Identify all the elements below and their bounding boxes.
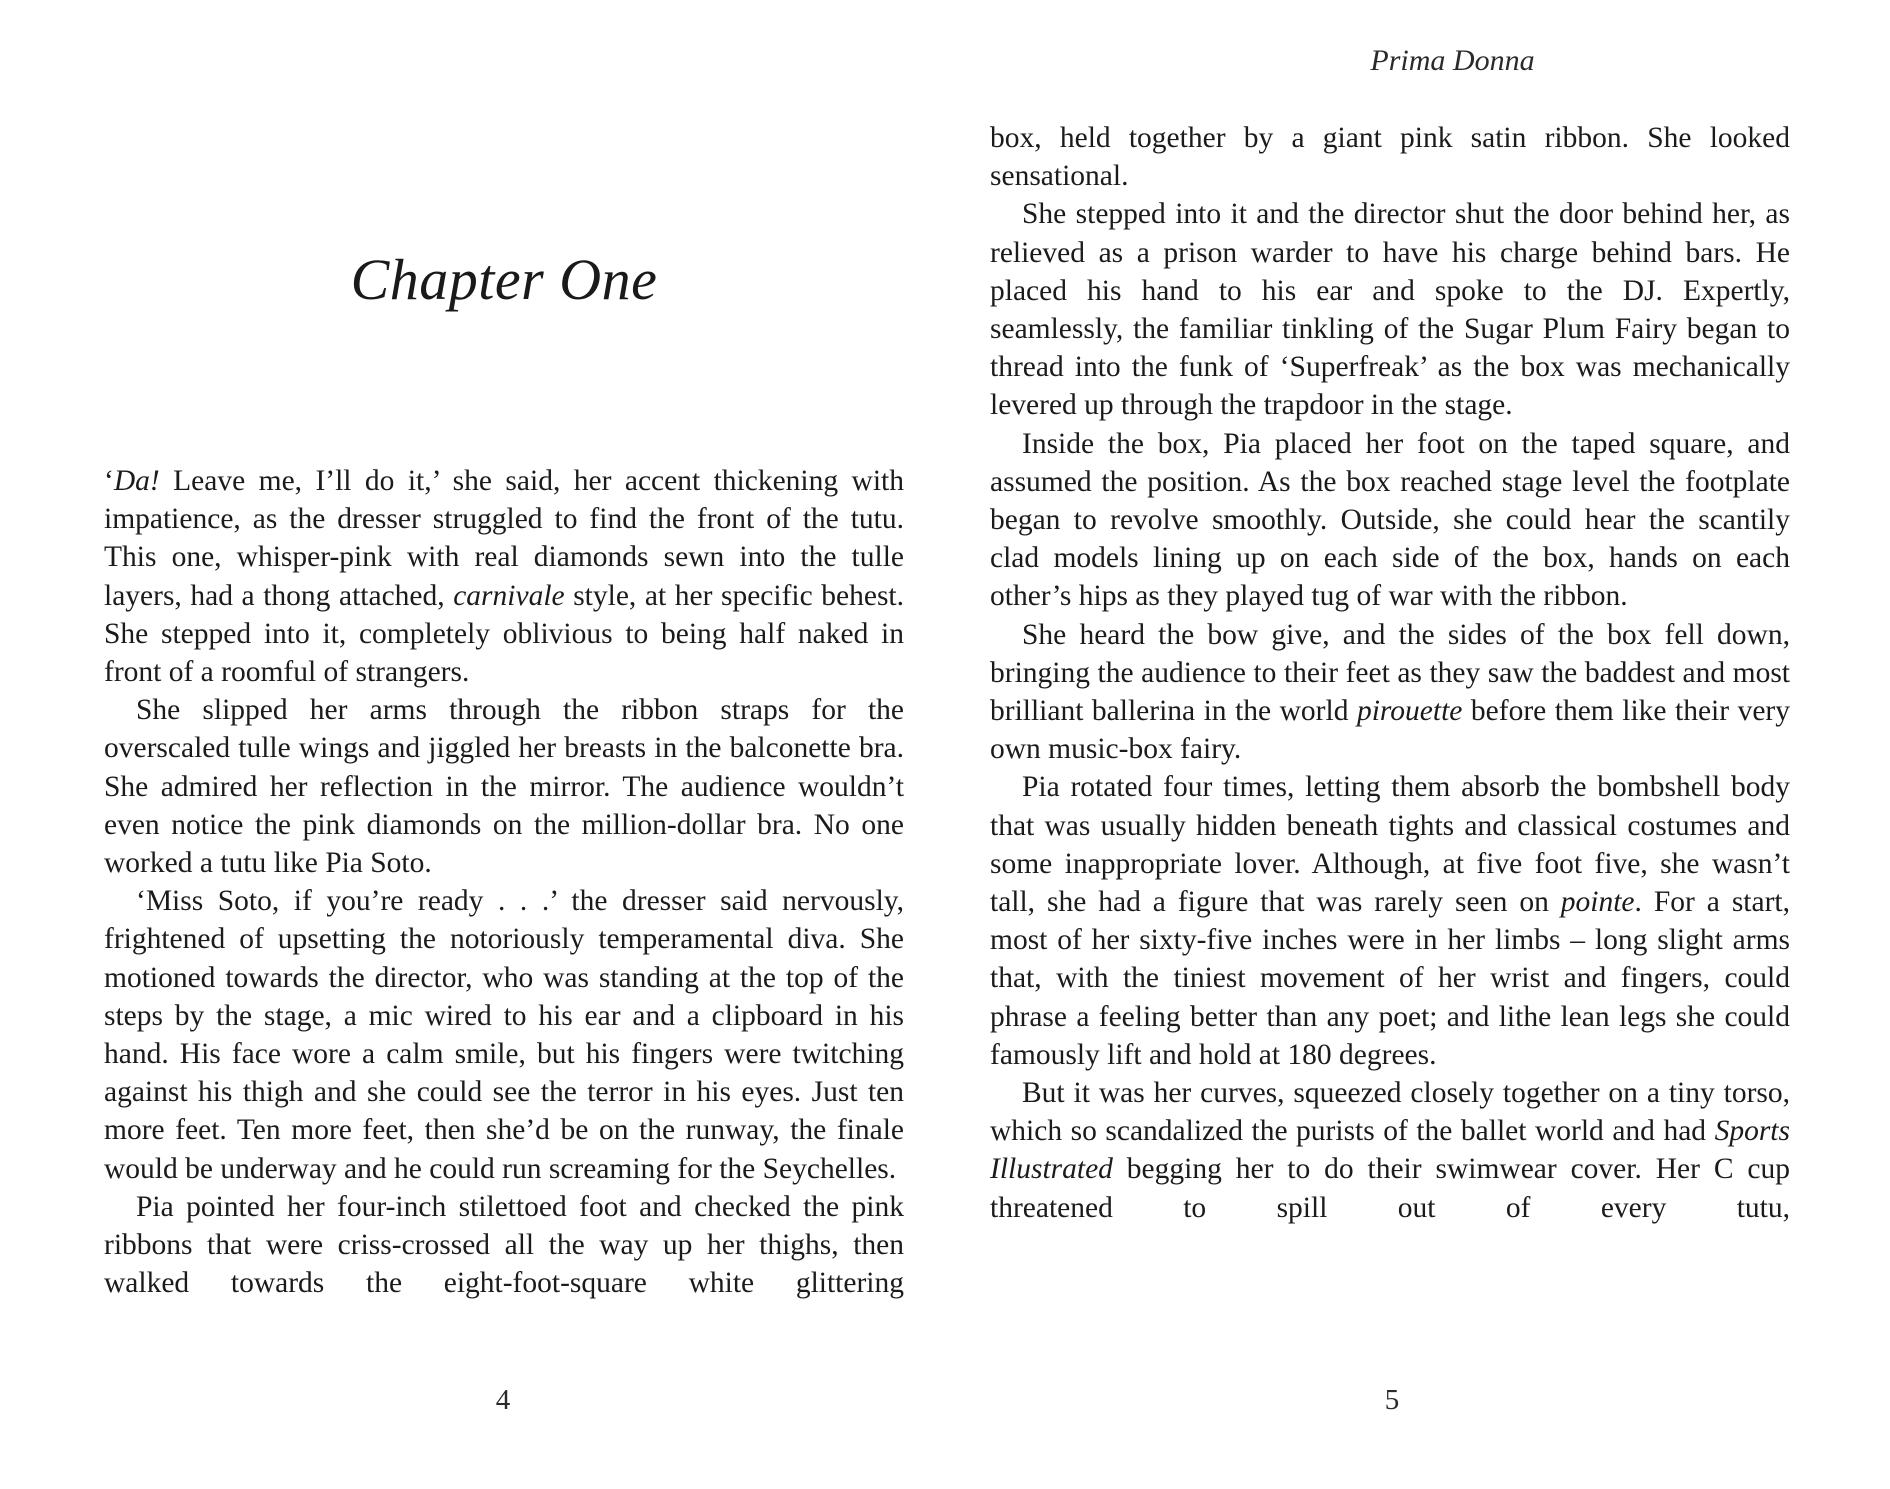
chapter-title: Chapter One: [350, 247, 658, 312]
left-page-body: [104, 462, 904, 1302]
italic-text: carnivale: [453, 579, 565, 612]
paragraph-text: . For a start, most of her sixty-five inches were in her limbs – long slight arms that, with the tiniest movement of her wrist and fingers, could phrase a feeling better than any poet; and lithe lean legs she could famously lift and hold at 180 degrees.: [990, 886, 1790, 1071]
italic-text: Sports Illustrated: [990, 1115, 1790, 1186]
paragraph-text: Pia rotated four times, letting them absorb the bombshell body that was usually hidden beneath tights and classical costumes and some inappropriate lover. Although, at five foot five, she wasn’t tall, she had a figure that was rarely seen on: [990, 771, 1790, 919]
italic-text: Da!: [113, 465, 160, 497]
opening-quote: ‘: [104, 465, 114, 497]
paragraph: box, held together by a giant pink satin ribbon. She looked sensational.: [990, 122, 1790, 193]
paragraph-text: style, at her specific behest. She stepped into it, completely oblivious to being half naked in front of a roomful of strangers.: [104, 579, 905, 689]
paragraph-text: begging her to do their swimwear cover. Her C cup threatened to spill out of every tutu,: [990, 1153, 1790, 1224]
paragraph: Inside the box, Pia placed her foot on the taped square, and assumed the position. As the box reached stage level the footplate began to revolve smoothly. Outside, she could hear the scantily clad models lining up on each side of the box, hands on each other’s hips as they played tug of war with the ribbon.: [990, 427, 1790, 613]
paragraph: [990, 768, 1790, 1074]
paragraph: [990, 616, 1790, 769]
italic-text: pirouette: [1356, 695, 1463, 728]
paragraph: ‘Miss Soto, if you’re ready . . .’ the dresser said nervously, frightened of upsetting the notoriously temperamental diva. She motioned towards the director, who was standing at the top of the steps by the stage, a mic wired to his ear and a clipboard in his hand. His face wore a calm smile, but his fingers were twitching against his thigh and she could see the terror in his eyes. Just ten more feet. Ten more feet, then she’d be on the runway, the finale would be underway and he could run screaming for the Seychelles.: [104, 885, 904, 1185]
paragraph-text: before them like their very own music-box fairy.: [990, 695, 1790, 766]
italic-text: pointe: [1560, 886, 1635, 919]
running-head: Prima Donna: [1370, 44, 1535, 77]
paragraph: Pia pointed her four-inch stilettoed foot and checked the pink ribbons that were criss-crossed all the way up her thighs, then walked towards the eight-foot-square white glittering: [104, 1190, 904, 1300]
right-page-body: [990, 119, 1790, 1227]
paragraph: She stepped into it and the director shut the door behind her, as relieved as a prison warder to have his charge behind bars. He placed his hand to his ear and spoke to the DJ. Expertly, seamlessly, the familiar tinkling of the Sugar Plum Fairy began to thread into the funk of ‘Superfreak’ as the box was mechanically levered up through the trapdoor in the stage.: [990, 198, 1790, 422]
paragraph: She slipped her arms through the ribbon straps for the overscaled tulle wings and jiggled her breasts in the balconette bra. She admired her reflection in the mirror. The audience wouldn’t even notice the pink diamonds on the million-dollar bra. No one worked a tutu like Pia Soto.: [104, 694, 904, 880]
paragraph-text: She heard the bow give, and the sides of the box fell down, bringing the audience to their feet as they saw the baddest and most brilliant ballerina in the world: [990, 618, 1790, 728]
page-number: 4: [495, 1384, 511, 1416]
page-number: 5: [1384, 1384, 1400, 1416]
right-page: [945, 0, 1890, 1489]
paragraph: [104, 462, 904, 691]
paragraph: [990, 1074, 1790, 1227]
paragraph-text: Leave me, I’ll do it,’ she said, her accent thickening with impatience, as the dresser struggled to find the front of the tutu. This one, whisper-pink with real diamonds sewn into the tulle layers, had a thong attached,: [104, 465, 904, 612]
paragraph-text: But it was her curves, squeezed closely together on a tiny torso, which so scandalized the purists of the ballet world and had: [990, 1077, 1790, 1148]
